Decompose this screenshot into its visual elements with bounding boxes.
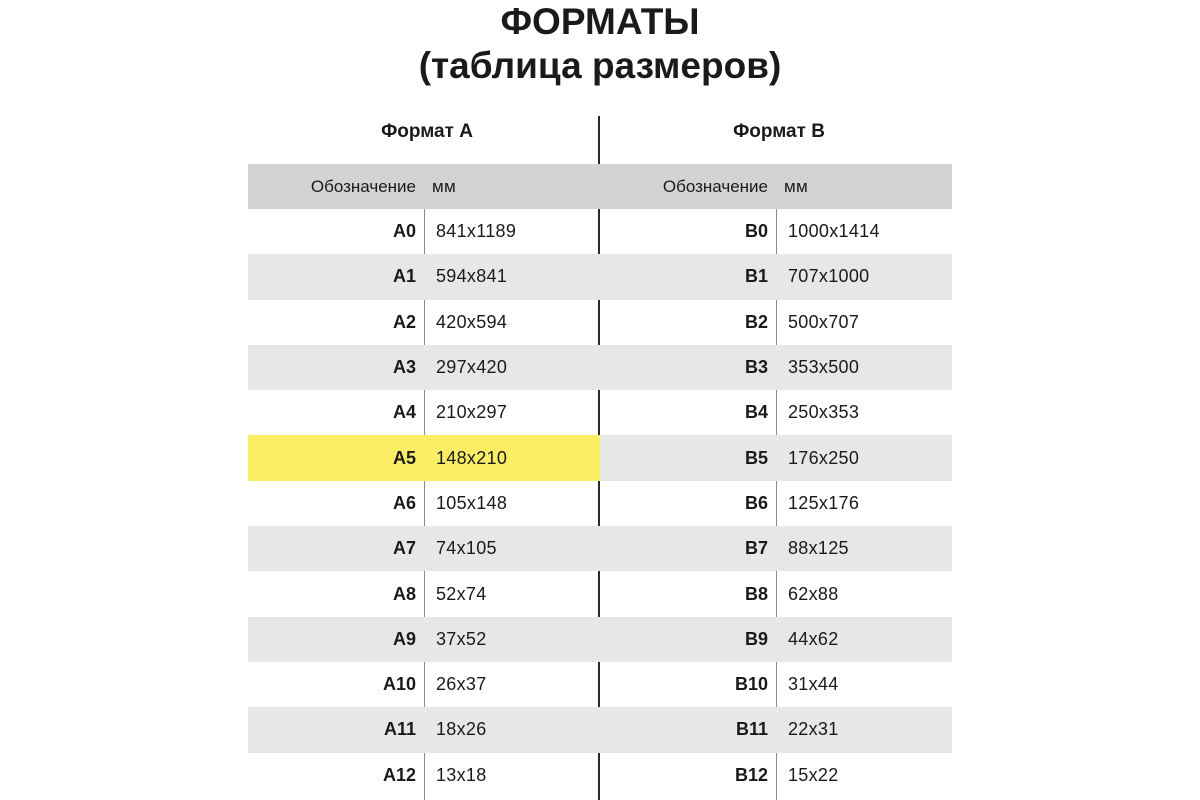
table-row xyxy=(248,571,600,616)
format-size-mm: 52х74 xyxy=(436,583,487,604)
format-designation: А2 xyxy=(392,311,416,332)
table-header-row xyxy=(248,164,600,209)
format-designation: А3 xyxy=(392,357,416,378)
format-designation: А9 xyxy=(392,628,416,649)
table-row xyxy=(248,435,600,480)
format-size-mm: 31х44 xyxy=(788,674,839,695)
format-designation: А1 xyxy=(392,266,416,287)
format-size-mm: 420х594 xyxy=(436,311,508,332)
format-designation: В5 xyxy=(744,447,768,468)
format-designation: В4 xyxy=(744,402,768,423)
format-a-rows xyxy=(248,209,600,798)
format-designation: В2 xyxy=(744,311,768,332)
table-row xyxy=(248,617,600,662)
format-b-table xyxy=(600,164,952,798)
table-row xyxy=(248,390,600,435)
table-row xyxy=(600,617,952,662)
table-row xyxy=(248,481,600,526)
format-size-mm: 353х500 xyxy=(788,357,860,378)
unit-header: мм xyxy=(432,176,456,196)
table-row xyxy=(600,481,952,526)
format-size-mm: 13х18 xyxy=(436,764,487,785)
table-row xyxy=(248,345,600,390)
format-designation: А8 xyxy=(392,583,416,604)
format-size-mm: 250х353 xyxy=(788,402,860,423)
format-size-mm: 176х250 xyxy=(788,447,860,468)
table-row xyxy=(248,707,600,752)
format-designation: А6 xyxy=(392,492,416,513)
format-designation: В3 xyxy=(744,357,768,378)
table-row xyxy=(248,209,600,254)
format-size-mm: 148х210 xyxy=(436,447,508,468)
format-designation: В10 xyxy=(734,674,768,695)
format-size-mm: 44х62 xyxy=(788,628,839,649)
table-row xyxy=(600,707,952,752)
format-designation: А0 xyxy=(392,221,416,242)
format-size-mm: 594х841 xyxy=(436,266,508,287)
format-size-mm: 125х176 xyxy=(788,492,860,513)
format-size-mm: 1000х1414 xyxy=(788,221,880,242)
format-designation: В12 xyxy=(734,764,768,785)
format-size-mm: 88х125 xyxy=(788,538,849,559)
table-row xyxy=(600,390,952,435)
table-row xyxy=(600,753,952,798)
format-designation: А12 xyxy=(382,764,416,785)
table-row xyxy=(600,254,952,299)
designation-header: Обозначение xyxy=(310,176,416,196)
page-subtitle: (таблица размеров) xyxy=(418,45,782,86)
table-row xyxy=(600,662,952,707)
table-row xyxy=(248,753,600,798)
format-size-mm: 500х707 xyxy=(788,311,860,332)
format-size-mm: 297х420 xyxy=(436,357,508,378)
table-row xyxy=(600,435,952,480)
format-designation: В1 xyxy=(744,266,768,287)
format-designation: В6 xyxy=(744,492,768,513)
format-size-mm: 37х52 xyxy=(436,628,487,649)
table-row xyxy=(600,345,952,390)
format-size-mm: 22х31 xyxy=(788,719,839,740)
designation-header: Обозначение xyxy=(662,176,768,196)
table-row xyxy=(600,209,952,254)
table-row xyxy=(248,526,600,571)
format-b-rows xyxy=(600,209,952,798)
format-size-mm: 841х1189 xyxy=(436,221,517,242)
format-b-heading: Формат В xyxy=(733,121,825,142)
format-designation: В0 xyxy=(744,221,768,242)
format-size-mm: 210х297 xyxy=(436,402,508,423)
format-a-heading: Формат А xyxy=(381,121,473,142)
format-size-mm: 707х1000 xyxy=(788,266,870,287)
format-designation: В8 xyxy=(744,583,768,604)
unit-header: мм xyxy=(784,176,808,196)
table-row xyxy=(600,571,952,616)
format-designation: В9 xyxy=(744,628,768,649)
format-designation: В7 xyxy=(744,538,768,559)
table-header-row xyxy=(600,164,952,209)
table-row xyxy=(248,300,600,345)
table-row xyxy=(248,254,600,299)
format-size-mm: 105х148 xyxy=(436,492,508,513)
format-designation: В11 xyxy=(735,719,768,740)
format-designation: А11 xyxy=(383,719,416,740)
format-designation: А5 xyxy=(392,447,416,468)
format-designation: А7 xyxy=(392,538,416,559)
format-size-mm: 15х22 xyxy=(788,764,839,785)
table-row xyxy=(600,526,952,571)
format-designation: А4 xyxy=(392,402,416,423)
format-a-table xyxy=(248,164,600,798)
table-row xyxy=(248,662,600,707)
format-size-mm: 26х37 xyxy=(436,674,487,695)
format-size-mm: 62х88 xyxy=(788,583,839,604)
format-size-mm: 18х26 xyxy=(436,719,487,740)
page-title: ФОРМАТЫ xyxy=(500,1,700,42)
format-designation: А10 xyxy=(382,674,416,695)
format-size-mm: 74х105 xyxy=(436,538,497,559)
table-row xyxy=(600,300,952,345)
